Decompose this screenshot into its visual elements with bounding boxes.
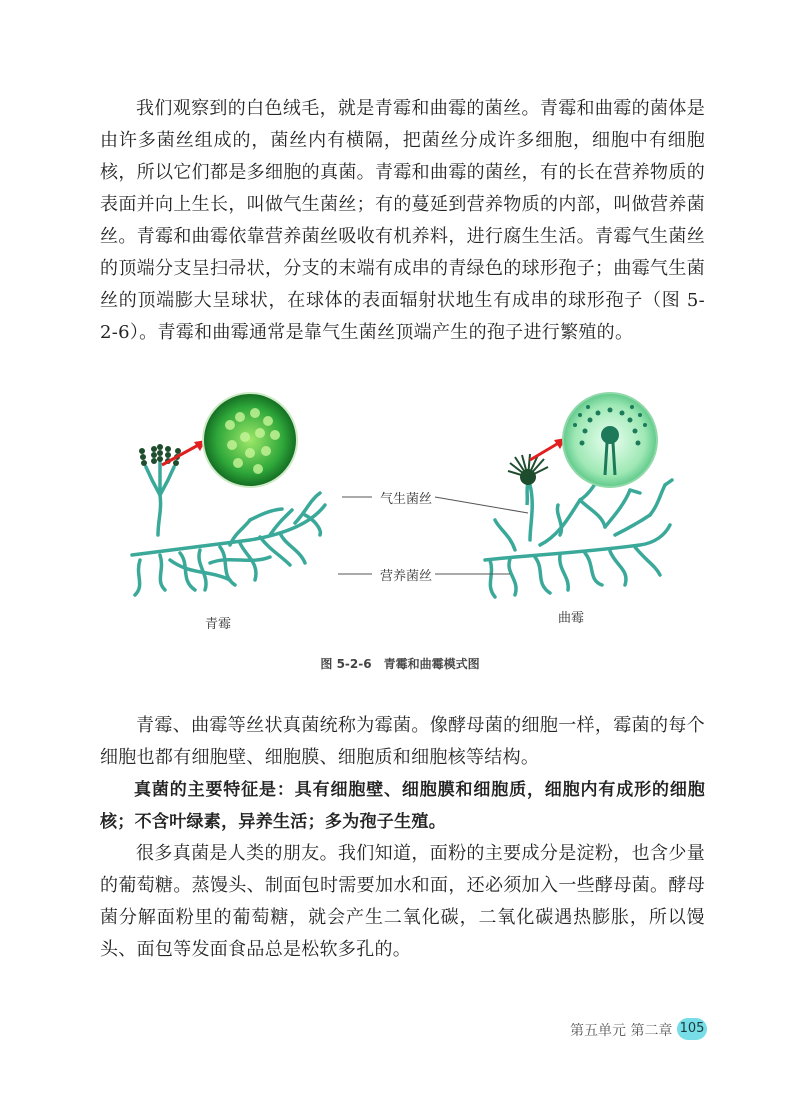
label-aerial-hypha: 气生菌丝 (380, 492, 433, 507)
label-aspergillus: 曲霉 (558, 611, 585, 626)
paragraph-molds-definition: 青霉、曲霉等丝状真菌统称为霉菌。像酵母菌的细胞一样，霉菌的每个细胞也都有细胞壁、细胞膜、细胞质和细胞核等结构。 (100, 715, 705, 768)
paragraph-fungi-features: 真菌的主要特征是：具有细胞壁、细胞膜和细胞质，细胞内有成形的细胞核；不含叶绿素，异养生活；多为孢子生殖。 (100, 780, 705, 832)
penicillium-magnified (203, 393, 297, 487)
label-penicillium: 青霉 (205, 617, 232, 632)
paragraph-molds-structure: 我们观察到的白色绒毛，就是青霉和曲霉的菌丝。青霉和曲霉的菌体是由许多菌丝组成的，菌丝内有横隔，把菌丝分成许多细胞，细胞中有细胞核，所以它们都是多细胞的真菌。青霉和曲霉的菌丝，有的长在营养物质的表面并向上生长，叫做气生菌丝；有的蔓延到营养物质的内部，叫做营养菌丝。青霉和曲霉依靠营养菌丝吸收有机养料，进行腐生生活。青霉气生菌丝的顶端分支呈扫帚状，分支的末端有成串的青绿色的球形孢子；曲霉气生菌丝的顶端膨大呈球状，在球体的表面辐射状地生有成串的球形孢子（图 5-2-6）。青霉和曲霉通常是靠气生菌丝顶端产生的孢子进行繁殖的。 (100, 98, 705, 343)
footer-unit-chapter: 第五单元 第二章 (570, 1023, 673, 1039)
mold-diagram (110, 385, 690, 650)
mold-diagram-svg (110, 385, 690, 650)
aspergillus-head (508, 454, 548, 484)
paragraph-fungi-friends: 很多真菌是人类的朋友。我们知道，面粉的主要成分是淀粉，也含少量的葡萄糖。蒸馒头、制面包时需要加水和面，还必须加入一些酵母菌。酵母菌分解面粉里的葡萄糖，就会产生二氧化碳，二氧化碳遇热膨胀，所以馒头、面包等发面食品总是松软多孔的。 (100, 843, 705, 960)
page-number-badge: 105 (677, 1018, 707, 1040)
figure-caption: 图 5-2-6 青霉和曲霉模式图 (320, 657, 480, 671)
label-vegetative-hypha: 营养菌丝 (380, 569, 433, 584)
aspergillus-illustration (485, 475, 672, 597)
